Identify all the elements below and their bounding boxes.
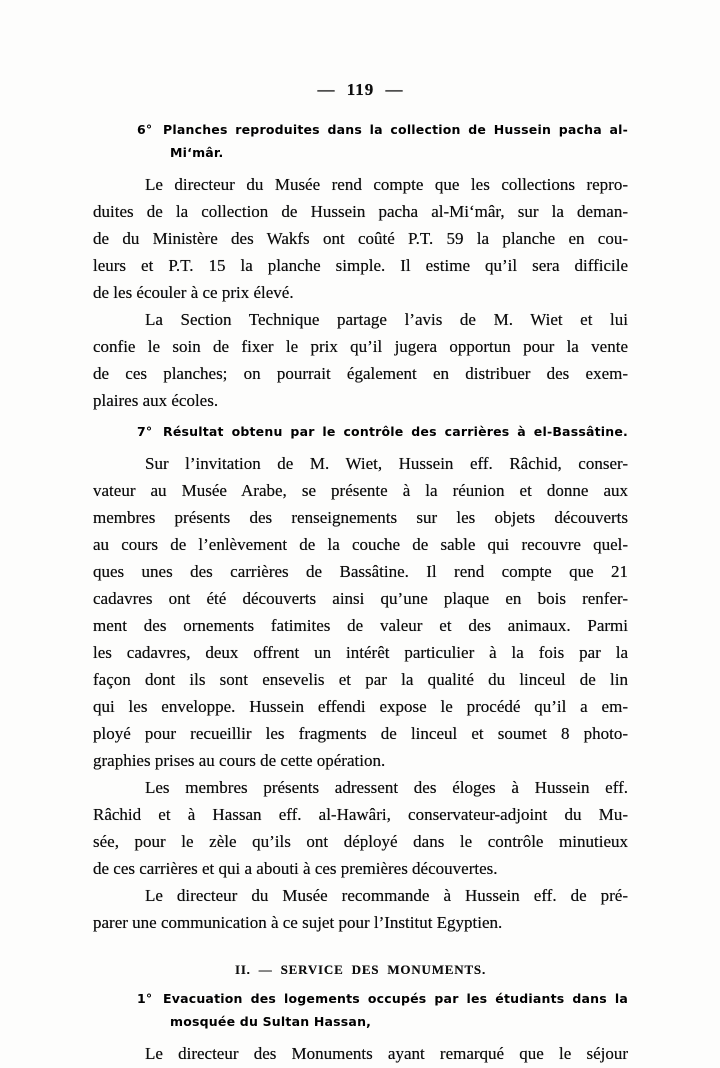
text-line: vateur au Musée Arabe, se présente à la réunion et donne aux — [93, 481, 628, 500]
subheading-7 — [93, 420, 628, 443]
text-line: de du Ministère des Wakfs ont coûté P.T. 59 la planche en cou- — [93, 229, 628, 248]
text-line: ployé pour recueillir les fragments de linceul et soumet 8 photo- — [93, 724, 628, 743]
paragraph — [93, 1040, 628, 1067]
text-line: Le directeur du Musée recommande à Hussein eff. de pré- — [145, 886, 628, 905]
text-line: La Section Technique partage l’avis de M. Wiet et lui — [145, 310, 628, 329]
text-line: 7° Résultat obtenu par le contrôle des carrières à el-Bassâtine. — [93, 420, 628, 443]
text-line: Le directeur des Monuments ayant remarqué que le séjour — [145, 1044, 628, 1063]
text-line: Les membres présents adressent des éloges à Hussein eff. — [145, 778, 628, 797]
text-line: leurs et P.T. 15 la planche simple. Il estime qu’il sera difficile — [93, 256, 628, 275]
subheading-1 — [93, 987, 628, 1033]
text-line: 6° Planches reproduites dans la collection de Hussein pacha al- — [93, 118, 628, 141]
text-line: sée, pour le zèle qu’ils ont déployé dans le contrôle minutieux — [93, 832, 628, 851]
heading-number: 6° — [137, 122, 153, 137]
text-line: qui les enveloppe. Hussein effendi expose le procédé qu’il a em- — [93, 697, 628, 716]
paragraph — [93, 306, 628, 414]
text-line: Mi‘mâr. — [170, 145, 224, 160]
paragraph — [93, 774, 628, 882]
text-line: de les écouler à ce prix élevé. — [93, 283, 294, 302]
text-line: duites de la collection de Hussein pacha al-Mi‘mâr, sur la deman- — [93, 202, 628, 221]
text-line: de ces carrières et qui a abouti à ces premières découvertes. — [93, 859, 498, 878]
text-line: 1° Evacuation des logements occupés par les étudiants dans la — [93, 987, 628, 1010]
paragraph — [93, 882, 628, 936]
text-line: mosquée du Sultan Hassan, — [170, 1014, 372, 1029]
heading-number: 7° — [137, 424, 153, 439]
section-heading: II. — SERVICE DES MONUMENTS. — [234, 962, 487, 977]
paragraph — [93, 171, 628, 306]
text-line: Sur l’invitation de M. Wiet, Hussein eff. Râchid, conser- — [145, 454, 628, 473]
paragraph — [93, 450, 628, 774]
text-line: ques unes des carrières de Bassâtine. Il rend compte que 21 — [93, 562, 628, 581]
text-line: cadavres ont été découverts ainsi qu’une plaque en bois renfer- — [93, 589, 628, 608]
text-line: les cadavres, deux offrent un intérêt particulier à la fois par la — [93, 643, 628, 662]
text-line: Le directeur du Musée rend compte que les collections repro- — [145, 175, 628, 194]
text-line: au cours de l’enlèvement de la couche de sable qui recouvre quel- — [93, 535, 628, 554]
text-line: façon dont ils sont ensevelis et par la qualité du linceul de lin — [93, 670, 628, 689]
text-line: ment des ornements fatimites de valeur et des animaux. Parmi — [93, 616, 628, 635]
text-line: de ces planches; on pourrait également en distribuer des exem- — [93, 364, 628, 383]
text-line: graphies prises au cours de cette opération. — [93, 751, 386, 770]
page-number: — 119 — — [317, 80, 404, 99]
text-line: Râchid et à Hassan eff. al-Hawâri, conservateur-adjoint du Mu- — [93, 805, 628, 824]
page-content — [93, 118, 628, 1067]
heading-number: 1° — [137, 991, 153, 1006]
subheading-6 — [93, 118, 628, 164]
text-line: membres présents des renseignements sur les objets découverts — [93, 508, 628, 527]
text-line: plaires aux écoles. — [93, 391, 219, 410]
text-line: parer une communication à ce sujet pour l’Institut Egyptien. — [93, 913, 503, 932]
text-line: confie le soin de fixer le prix qu’il jugera opportun pour la vente — [93, 337, 628, 356]
